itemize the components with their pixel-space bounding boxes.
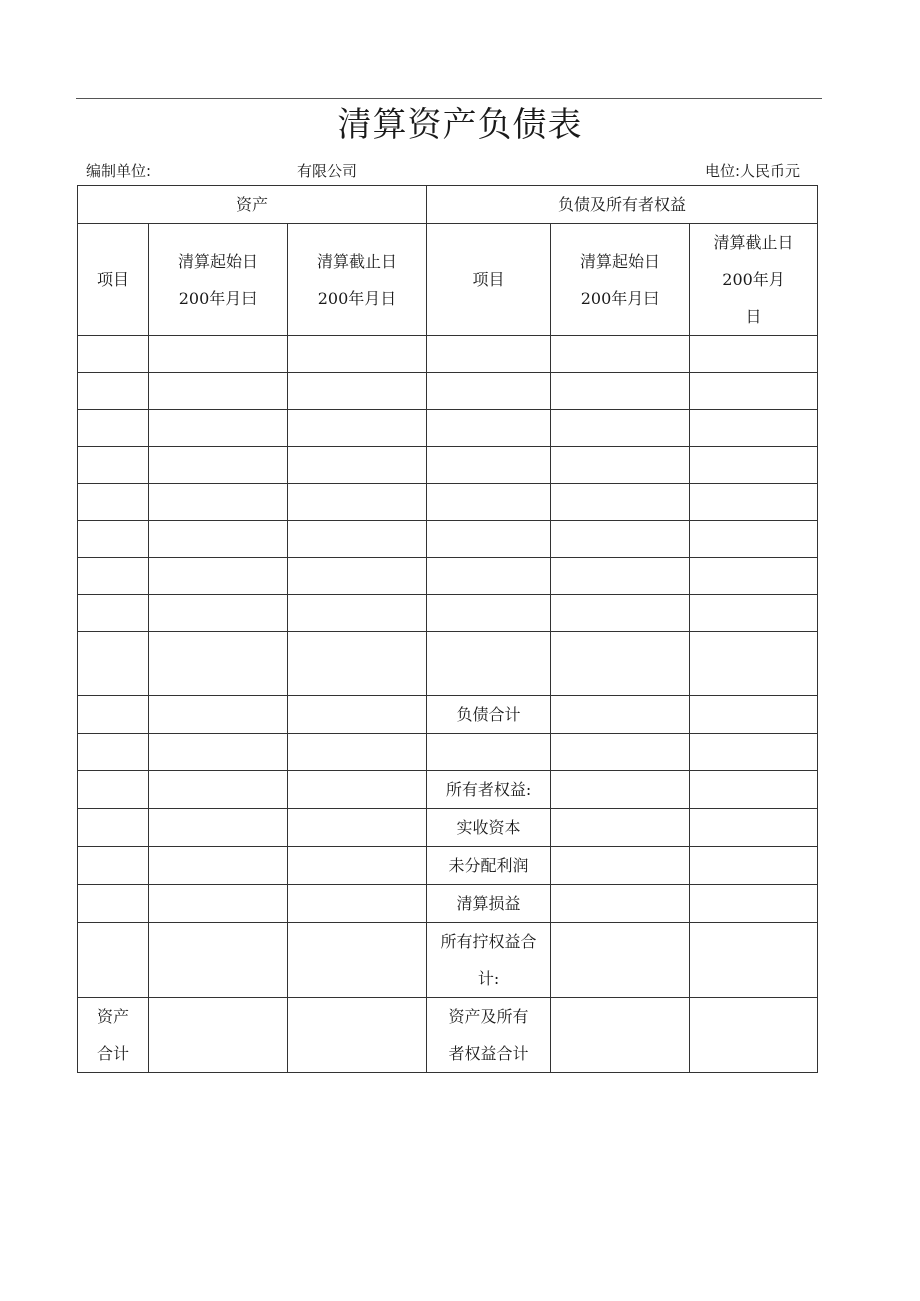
asset-item-cell <box>78 847 149 885</box>
liability-start-value-cell <box>551 410 690 447</box>
liability-start-value-cell <box>551 885 690 923</box>
liability-end-value-cell <box>690 595 818 632</box>
asset-item-cell <box>78 632 149 696</box>
liability-item-cell <box>427 734 551 771</box>
asset-item-cell <box>78 885 149 923</box>
liability-start-value-cell <box>551 373 690 410</box>
asset-item-cell <box>78 771 149 809</box>
asset-item-cell <box>78 447 149 484</box>
liability-end-value-cell <box>690 734 818 771</box>
liability-end-value-cell <box>690 809 818 847</box>
document-title: 清算资产负债表 <box>337 105 583 145</box>
table-row <box>78 847 818 885</box>
liability-item-cell: 所有者权益: <box>427 771 551 809</box>
liability-end-value-cell <box>690 373 818 410</box>
liability-start-value-cell <box>551 696 690 734</box>
liability-start-value-cell <box>551 447 690 484</box>
liability-item-cell <box>427 373 551 410</box>
liability-item-cell: 所有拧权益合 计: <box>427 923 551 998</box>
liability-item-cell <box>427 484 551 521</box>
table-row <box>78 771 818 809</box>
liability-item-cell <box>427 632 551 696</box>
liability-start-value-cell <box>551 771 690 809</box>
liability-start-value-cell <box>551 998 690 1073</box>
asset-end-value-cell <box>288 847 427 885</box>
liability-end-value-cell <box>690 336 818 373</box>
asset-start-value-cell <box>149 558 288 595</box>
liability-end-value-cell <box>690 558 818 595</box>
liability-end-value-cell <box>690 696 818 734</box>
liability-item-header: 项目 <box>427 224 551 336</box>
asset-end-date-header: 清算截止日 200年月日 <box>288 224 427 336</box>
liability-start-value-cell <box>551 484 690 521</box>
table-row <box>78 923 818 998</box>
group-header-row <box>78 186 818 224</box>
liability-end-value-cell <box>690 410 818 447</box>
liability-end-date-header: 清算截止日 200年月 日 <box>690 224 818 336</box>
asset-item-cell: 资产 合计 <box>78 998 149 1073</box>
liability-item-cell <box>427 558 551 595</box>
asset-start-value-cell <box>149 771 288 809</box>
asset-item-cell <box>78 696 149 734</box>
asset-end-value-cell <box>288 696 427 734</box>
top-rule <box>76 98 822 99</box>
table-row <box>78 809 818 847</box>
table-row <box>78 484 818 521</box>
liability-start-value-cell <box>551 521 690 558</box>
asset-start-value-cell <box>149 447 288 484</box>
column-header-row <box>78 224 818 336</box>
asset-item-cell <box>78 373 149 410</box>
asset-end-value-cell <box>288 410 427 447</box>
asset-end-value-cell <box>288 595 427 632</box>
liability-end-value-cell <box>690 885 818 923</box>
asset-start-value-cell <box>149 847 288 885</box>
liability-end-value-cell <box>690 998 818 1073</box>
liability-end-value-cell <box>690 447 818 484</box>
table-row <box>78 373 818 410</box>
liability-item-cell <box>427 336 551 373</box>
liability-end-value-cell <box>690 632 818 696</box>
asset-item-cell <box>78 521 149 558</box>
liability-start-value-cell <box>551 558 690 595</box>
asset-end-value-cell <box>288 484 427 521</box>
asset-item-header: 项目 <box>78 224 149 336</box>
asset-item-cell <box>78 484 149 521</box>
asset-end-value-cell <box>288 998 427 1073</box>
asset-start-value-cell <box>149 809 288 847</box>
asset-start-value-cell <box>149 998 288 1073</box>
asset-start-value-cell <box>149 595 288 632</box>
table-row <box>78 696 818 734</box>
liability-start-value-cell <box>551 809 690 847</box>
liability-start-value-cell <box>551 923 690 998</box>
liability-end-value-cell <box>690 923 818 998</box>
asset-end-value-cell <box>288 734 427 771</box>
asset-item-cell <box>78 923 149 998</box>
company-name: 有限公司 <box>297 162 358 180</box>
asset-start-value-cell <box>149 410 288 447</box>
table-row <box>78 595 818 632</box>
liability-end-value-cell <box>690 847 818 885</box>
asset-item-cell <box>78 809 149 847</box>
liability-item-cell: 负债合计 <box>427 696 551 734</box>
asset-start-value-cell <box>149 923 288 998</box>
liability-end-value-cell <box>690 771 818 809</box>
table-row <box>78 410 818 447</box>
liability-item-cell: 资产及所有 者权益合计 <box>427 998 551 1073</box>
asset-end-value-cell <box>288 521 427 558</box>
asset-end-value-cell <box>288 336 427 373</box>
asset-start-value-cell <box>149 484 288 521</box>
asset-item-cell <box>78 558 149 595</box>
asset-start-value-cell <box>149 632 288 696</box>
table-row <box>78 734 818 771</box>
table-row <box>78 998 818 1073</box>
liability-item-cell <box>427 595 551 632</box>
balance-sheet-table <box>77 185 818 1073</box>
liability-item-cell <box>427 410 551 447</box>
table-row <box>78 336 818 373</box>
table-row <box>78 558 818 595</box>
liability-end-value-cell <box>690 484 818 521</box>
asset-start-value-cell <box>149 521 288 558</box>
asset-start-value-cell <box>149 885 288 923</box>
asset-item-cell <box>78 336 149 373</box>
liability-item-cell <box>427 447 551 484</box>
asset-item-cell <box>78 595 149 632</box>
asset-end-value-cell <box>288 447 427 484</box>
table-row <box>78 447 818 484</box>
prepared-by-label: 编制单位: <box>86 162 152 180</box>
liability-item-cell <box>427 521 551 558</box>
liability-item-cell: 实收资本 <box>427 809 551 847</box>
table-row <box>78 521 818 558</box>
asset-end-value-cell <box>288 885 427 923</box>
asset-end-value-cell <box>288 373 427 410</box>
asset-start-value-cell <box>149 336 288 373</box>
table-row <box>78 885 818 923</box>
asset-item-cell <box>78 410 149 447</box>
asset-end-value-cell <box>288 809 427 847</box>
asset-start-value-cell <box>149 373 288 410</box>
asset-end-value-cell <box>288 923 427 998</box>
asset-end-value-cell <box>288 558 427 595</box>
asset-start-value-cell <box>149 696 288 734</box>
asset-start-value-cell <box>149 734 288 771</box>
liability-start-date-header: 清算起始日 200年月曰 <box>551 224 690 336</box>
asset-item-cell <box>78 734 149 771</box>
liability-item-cell: 未分配利润 <box>427 847 551 885</box>
liability-start-value-cell <box>551 847 690 885</box>
liability-start-value-cell <box>551 632 690 696</box>
liability-item-cell: 清算损益 <box>427 885 551 923</box>
assets-group-header: 资产 <box>78 186 427 224</box>
currency-unit: 电位:人民币元 <box>704 162 800 180</box>
table-row <box>78 632 818 696</box>
asset-start-date-header: 清算起始日 200年月曰 <box>149 224 288 336</box>
asset-end-value-cell <box>288 771 427 809</box>
liability-start-value-cell <box>551 734 690 771</box>
liabilities-equity-group-header: 负债及所有者权益 <box>427 186 818 224</box>
liability-start-value-cell <box>551 336 690 373</box>
liability-end-value-cell <box>690 521 818 558</box>
liability-start-value-cell <box>551 595 690 632</box>
asset-end-value-cell <box>288 632 427 696</box>
